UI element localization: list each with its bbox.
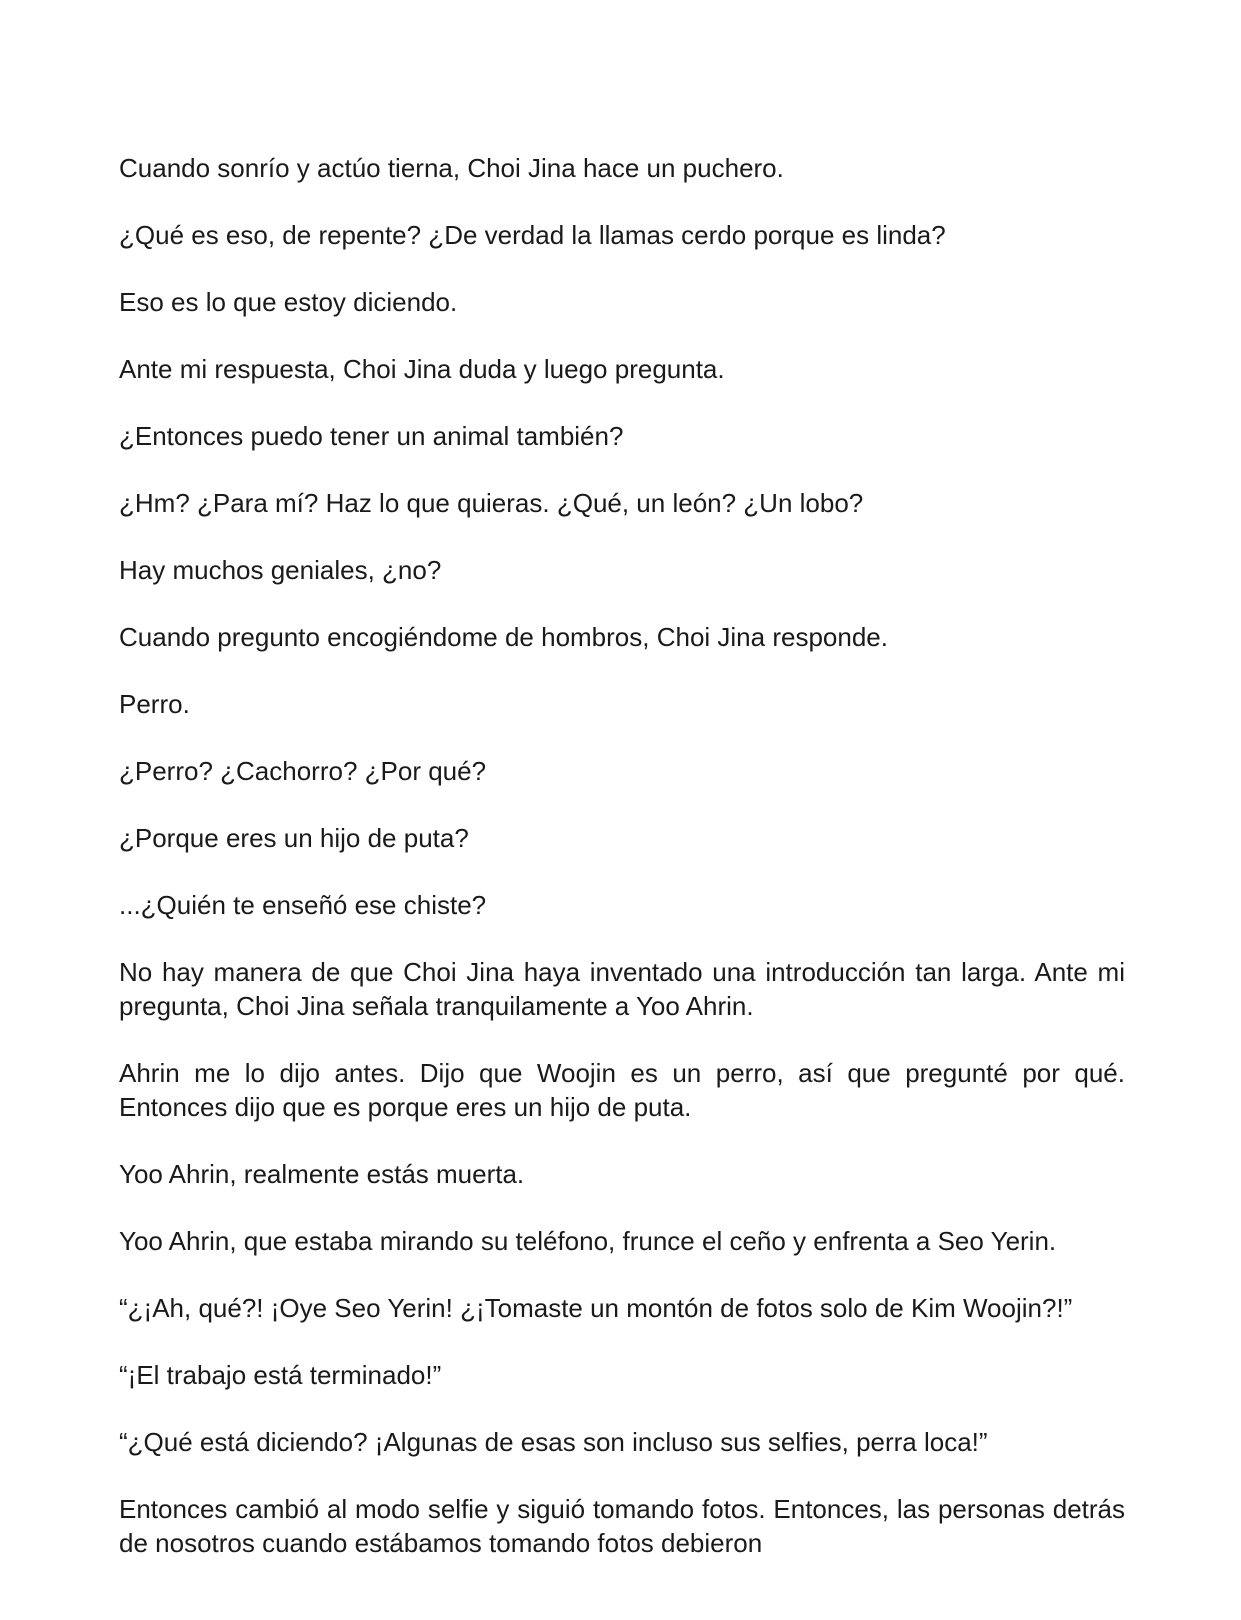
paragraph: Yoo Ahrin, realmente estás muerta. xyxy=(119,1159,525,1189)
paragraph: ¿Qué es eso, de repente? ¿De verdad la llamas cerdo porque es linda? xyxy=(119,220,946,250)
paragraph: Cuando sonrío y actúo tierna, Choi Jina hace un puchero. xyxy=(119,153,784,183)
paragraph: ...¿Quién te enseñó ese chiste? xyxy=(119,890,487,920)
paragraph: Hay muchos geniales, ¿no? xyxy=(119,555,442,585)
paragraph: Cuando pregunto encogiéndome de hombros, Choi Jina responde. xyxy=(119,622,888,652)
paragraph: ¿Hm? ¿Para mí? Haz lo que quieras. ¿Qué, un león? ¿Un lobo? xyxy=(119,488,864,518)
paragraph: ¿Entonces puedo tener un animal también? xyxy=(119,421,624,451)
paragraph: Eso es lo que estoy diciendo. xyxy=(119,287,458,317)
paragraph: Ante mi respuesta, Choi Jina duda y luego pregunta. xyxy=(119,354,725,384)
paragraph: No hay manera de que Choi Jina haya inventado una introducción tan larga. Ante mi pregunta, Choi Jina señala tranquilamente a Yoo Ahrin. xyxy=(119,957,1125,1021)
paragraph: “¿Qué está diciendo? ¡Algunas de esas son incluso sus selfies, perra loca!” xyxy=(119,1427,988,1457)
paragraph: Perro. xyxy=(119,689,190,719)
paragraph: “¿¡Ah, qué?! ¡Oye Seo Yerin! ¿¡Tomaste un montón de fotos solo de Kim Woojin?!” xyxy=(119,1293,1073,1323)
paragraph: Ahrin me lo dijo antes. Dijo que Woojin es un perro, así que pregunté por qué. Entonces dijo que es porque eres un hijo de puta. xyxy=(119,1058,1125,1122)
paragraph: “¡El trabajo está terminado!” xyxy=(119,1360,442,1390)
paragraph: ¿Perro? ¿Cachorro? ¿Por qué? xyxy=(119,756,487,786)
paragraph: Entonces cambió al modo selfie y siguió tomando fotos. Entonces, las personas detrás de nosotros cuando estábamos tomando fotos debieron xyxy=(119,1494,1125,1558)
paragraph: ¿Porque eres un hijo de puta? xyxy=(119,823,469,853)
paragraph: Yoo Ahrin, que estaba mirando su teléfono, frunce el ceño y enfrenta a Seo Yerin. xyxy=(119,1226,1057,1256)
document-body xyxy=(119,151,1125,1593)
